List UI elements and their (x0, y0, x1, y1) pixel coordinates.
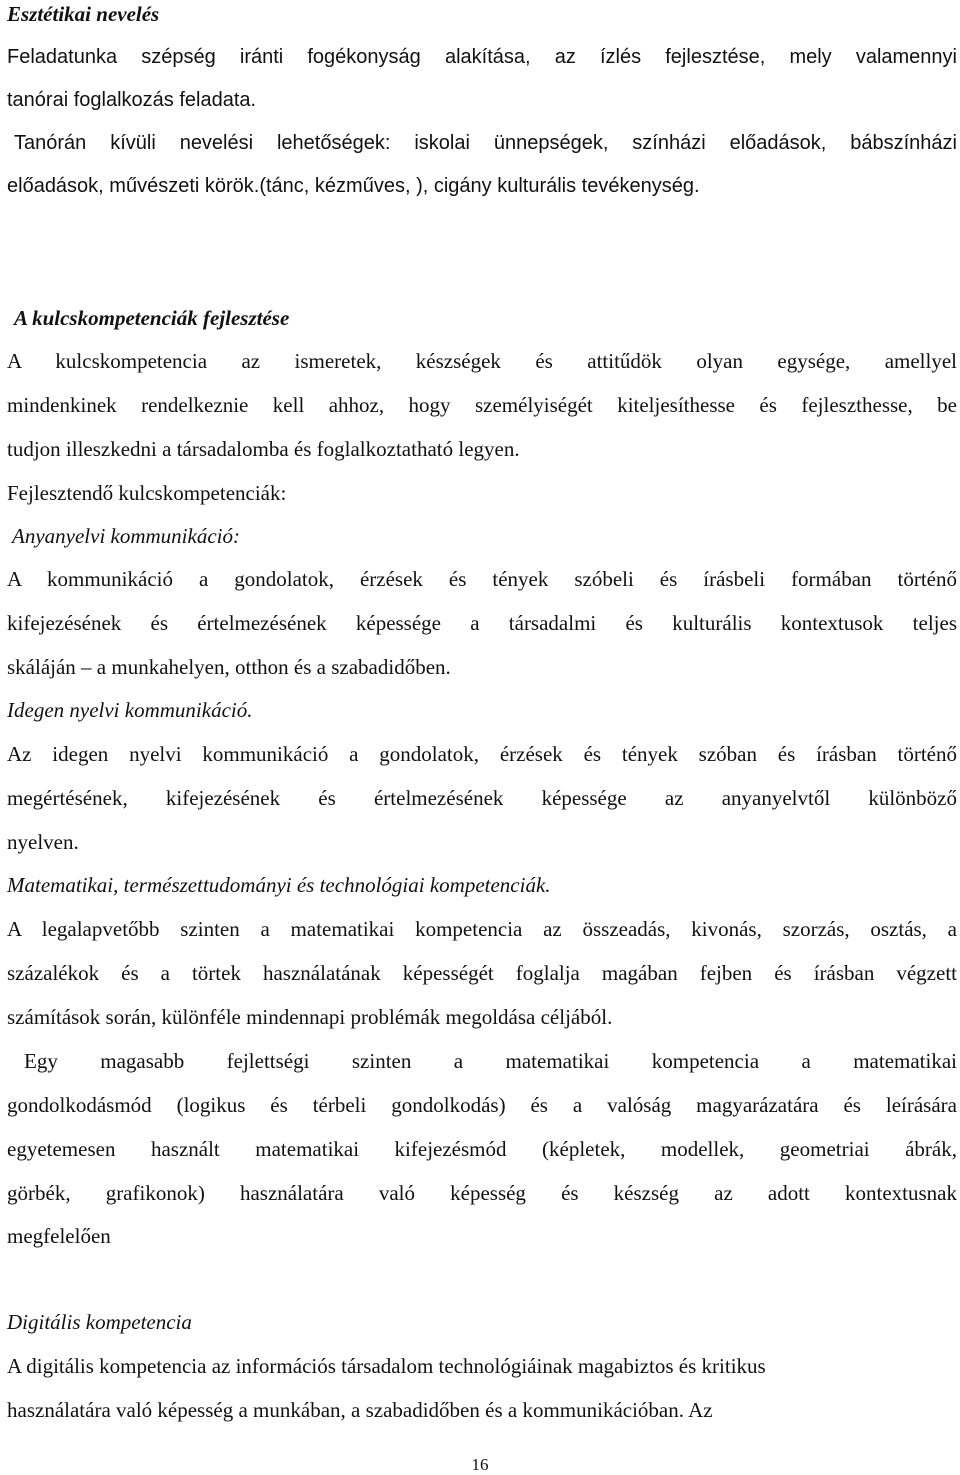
digitalis-line-2: használatára való képesség a munkában, a szabadidőben és a kommunikációban. Az (7, 1398, 713, 1422)
matematikai-p2-line-4: görbék, grafikonok) használatára való képesség és készség az adott kontextusnak (7, 1181, 957, 1205)
heading-kulcskompetenciak: A kulcskompetenciák fejlesztése (14, 306, 290, 330)
idegen-line-2: megértésének, kifejezésének és értelmezésének képessége az anyanyelvtől különböző (7, 786, 957, 810)
anyanyelvi-line-3: skáláján – a munkahelyen, otthon és a szabadidőben. (7, 655, 451, 679)
kulcskompetencia-line-1: A kulcskompetencia az ismeretek, készségek és attitűdök olyan egysége, amellyel (7, 349, 957, 373)
matematikai-p2-line-2: gondolkodásmód (logikus és térbeli gondolkodás) és a valóság magyarázatára és leírására (7, 1093, 957, 1117)
fejlesztendo-label: Fejlesztendő kulcskompetenciák: (7, 481, 287, 505)
matematikai-p2-line-1: Egy magasabb fejlettségi szinten a matematikai kompetencia a matematikai (24, 1049, 957, 1073)
kulcskompetencia-line-3: tudjon illeszkedni a társadalomba és foglalkoztatható legyen. (7, 437, 520, 461)
idegen-line-3: nyelven. (7, 830, 79, 854)
matematikai-p1-line-3: számítások során, különféle mindennapi problémák megoldása céljából. (7, 1005, 613, 1029)
esztetikai-line-1: Feladatunka szépség iránti fogékonyság alakítása, az ízlés fejlesztése, mely valamennyi (7, 46, 957, 68)
anyanyelvi-line-2: kifejezésének és értelmezésének képessége a társadalmi és kulturális kontextusok teljes (7, 611, 957, 635)
anyanyelvi-line-1: A kommunikáció a gondolatok, érzések és tények szóbeli és írásbeli formában történő (7, 567, 957, 591)
matematikai-p2-line-5: megfelelően (7, 1224, 111, 1248)
matematikai-p1-line-1: A legalapvetőbb szinten a matematikai kompetencia az összeadás, kivonás, szorzás, osztás, a (7, 917, 957, 941)
digitalis-line-1: A digitális kompetencia az információs társadalom technológiáinak magabiztos és kritikus (7, 1354, 766, 1378)
esztetikai-line-3: Tanórán kívüli nevelési lehetőségek: iskolai ünnepségek, színházi előadások, bábszínházi (14, 132, 957, 154)
idegen-line-1: Az idegen nyelvi kommunikáció a gondolatok, érzések és tények szóban és írásban történő (7, 742, 957, 766)
page-number: 16 (471, 1455, 489, 1474)
heading-digitalis: Digitális kompetencia (7, 1310, 192, 1334)
matematikai-p1-line-2: százalékok és a törtek használatának képességét foglalja magában fejben és írásban végzett (7, 961, 957, 985)
esztetikai-line-2: tanórai foglalkozás feladata. (7, 89, 257, 111)
esztetikai-line-4: előadások, művészeti körök.(tánc, kézműves, ), cigány kulturális tevékenység. (7, 175, 700, 197)
matematikai-p2-line-3: egyetemesen használt matematikai kifejezésmód (képletek, modellek, geometriai ábrák, (7, 1137, 957, 1161)
heading-idegen-nyelvi: Idegen nyelvi kommunikáció. (7, 698, 253, 722)
kulcskompetencia-line-2: mindenkinek rendelkeznie kell ahhoz, hogy személyiségét kiteljesíthesse és fejleszthesse, be (7, 393, 957, 417)
heading-esztetikai-neveles: Esztétikai nevelés (7, 2, 160, 26)
heading-matematikai: Matematikai, természettudományi és technológiai kompetenciák. (7, 873, 551, 897)
heading-anyanyelvi: Anyanyelvi kommunikáció: (12, 524, 240, 548)
